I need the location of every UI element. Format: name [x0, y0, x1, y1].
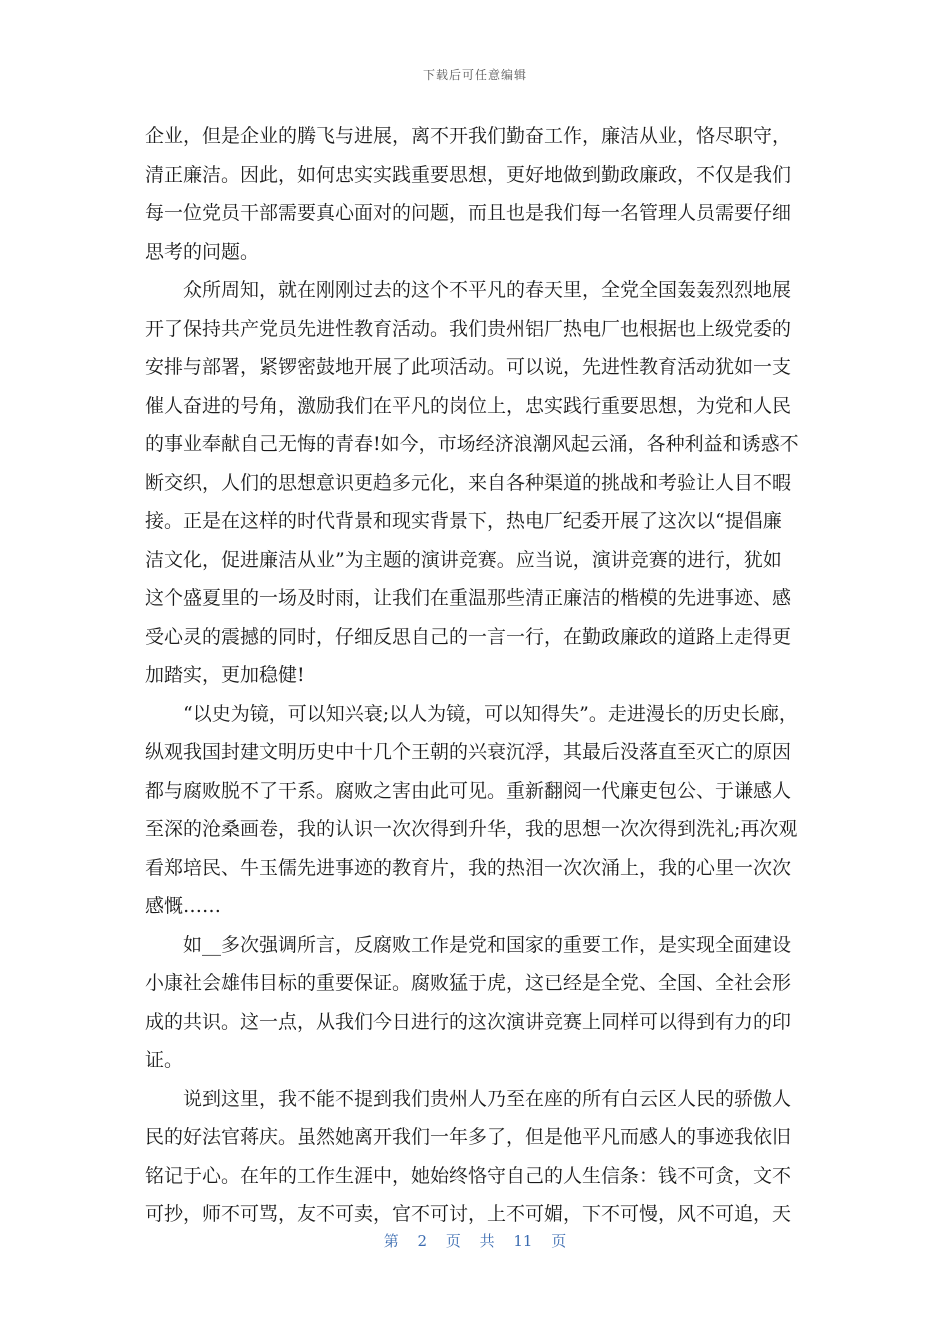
text-line: 都与腐败脱不了干系。腐败之害由此可见。重新翻阅一代廉吏包公、于谦感人	[145, 779, 792, 802]
text-line: 证。	[145, 1049, 184, 1071]
text-line: 断交织，人们的思想意识更趋多元化，来自各种渠道的挑战和考验让人目不暇	[145, 471, 792, 494]
text-line: 催人奋进的号角，激励我们在平凡的岗位上，忠实践行重要思想，为党和人民	[145, 394, 792, 417]
document-body	[145, 117, 810, 1234]
text-line: 小康社会雄伟目标的重要保证。腐败猛于虎，这已经是全党、全国、全社会形	[145, 972, 792, 994]
text-line: 受心灵的震撼的同时，仔细反思自己的一言一行，在勤政廉政的道路上走得更	[145, 625, 792, 648]
text-line: 成的共识。这一点，从我们今日进行的这次演讲竞赛上同样可以得到有力的印	[145, 1010, 792, 1033]
text-line: 民的好法官蒋庆。虽然她离开我们一年多了，但是他平凡而感人的事迹我依旧	[145, 1126, 792, 1148]
paragraph-start-line: 说到这里，我不能不提到我们贵州人乃至在座的所有白云区人民的骄傲人	[183, 1087, 792, 1110]
text-line: 看郑培民、牛玉儒先进事迹的教育片，我的热泪一次次涌上，我的心里一次次	[145, 856, 792, 879]
page-header: 下载后可任意编辑	[422, 68, 527, 82]
text-line: 至深的沧桑画卷，我的认识一次次得到升华，我的思想一次次得到洗礼;再次观	[145, 818, 798, 840]
text-line: 思考的问题。	[145, 240, 260, 263]
text-line: 企业，但是企业的腾飞与进展，离不开我们勤奋工作，廉洁从业，恪尽职守，	[145, 125, 792, 147]
text-line: 洁文化，促进廉洁从业”为主题的演讲竞赛。应当说，演讲竞赛的进行，犹如	[145, 548, 782, 571]
text-line: 的事业奉献自己无悔的青春!如今，市场经济浪潮风起云涌，各种利益和诱惑不	[145, 433, 799, 455]
text-line: 纵观我国封建文明历史中十几个王朝的兴衰沉浮，其最后没落直至灭亡的原因	[145, 741, 792, 763]
paragraph-start-line: 众所周知，就在刚刚过去的这个不平凡的春天里，全党全国轰轰烈烈地展	[183, 279, 792, 301]
text-line: 加踏实，更加稳健!	[145, 664, 305, 686]
paragraph-start-line: 如__多次强调所言，反腐败工作是党和国家的重要工作，是实现全面建设	[183, 933, 792, 956]
text-line: 开了保持共产党员先进性教育活动。我们贵州铝厂热电厂也根据也上级党委的	[145, 317, 792, 340]
text-line: 感慨……	[145, 895, 222, 917]
text-line: 每一位党员干部需要真心面对的问题，而且也是我们每一名管理人员需要仔细	[145, 202, 792, 224]
text-line: 铭记于心。在年的工作生涯中，她始终恪守自己的人生信条：钱不可贪，文不	[145, 1164, 792, 1187]
text-line: 清正廉洁。因此，如何忠实实践重要思想，更好地做到勤政廉政，不仅是我们	[145, 163, 792, 186]
paragraph-start-line: “以史为镜，可以知兴衰;以人为镜，可以知得失”。走进漫长的历史长廊，	[183, 702, 798, 725]
page-number-footer: 第 2 页 共 11 页	[383, 1232, 567, 1250]
text-line: 安排与部署，紧锣密鼓地开展了此项活动。可以说，先进性教育活动犹如一支	[145, 356, 792, 378]
text-line: 可抄，师不可骂，友不可卖，官不可讨，上不可媚，下不可慢，风不可追，天	[145, 1203, 792, 1225]
text-line: 接。正是在这样的时代背景和现实背景下，热电厂纪委开展了这次以“提倡廉	[145, 510, 782, 532]
text-line: 这个盛夏里的一场及时雨，让我们在重温那些清正廉洁的楷模的先进事迹、感	[145, 587, 792, 609]
